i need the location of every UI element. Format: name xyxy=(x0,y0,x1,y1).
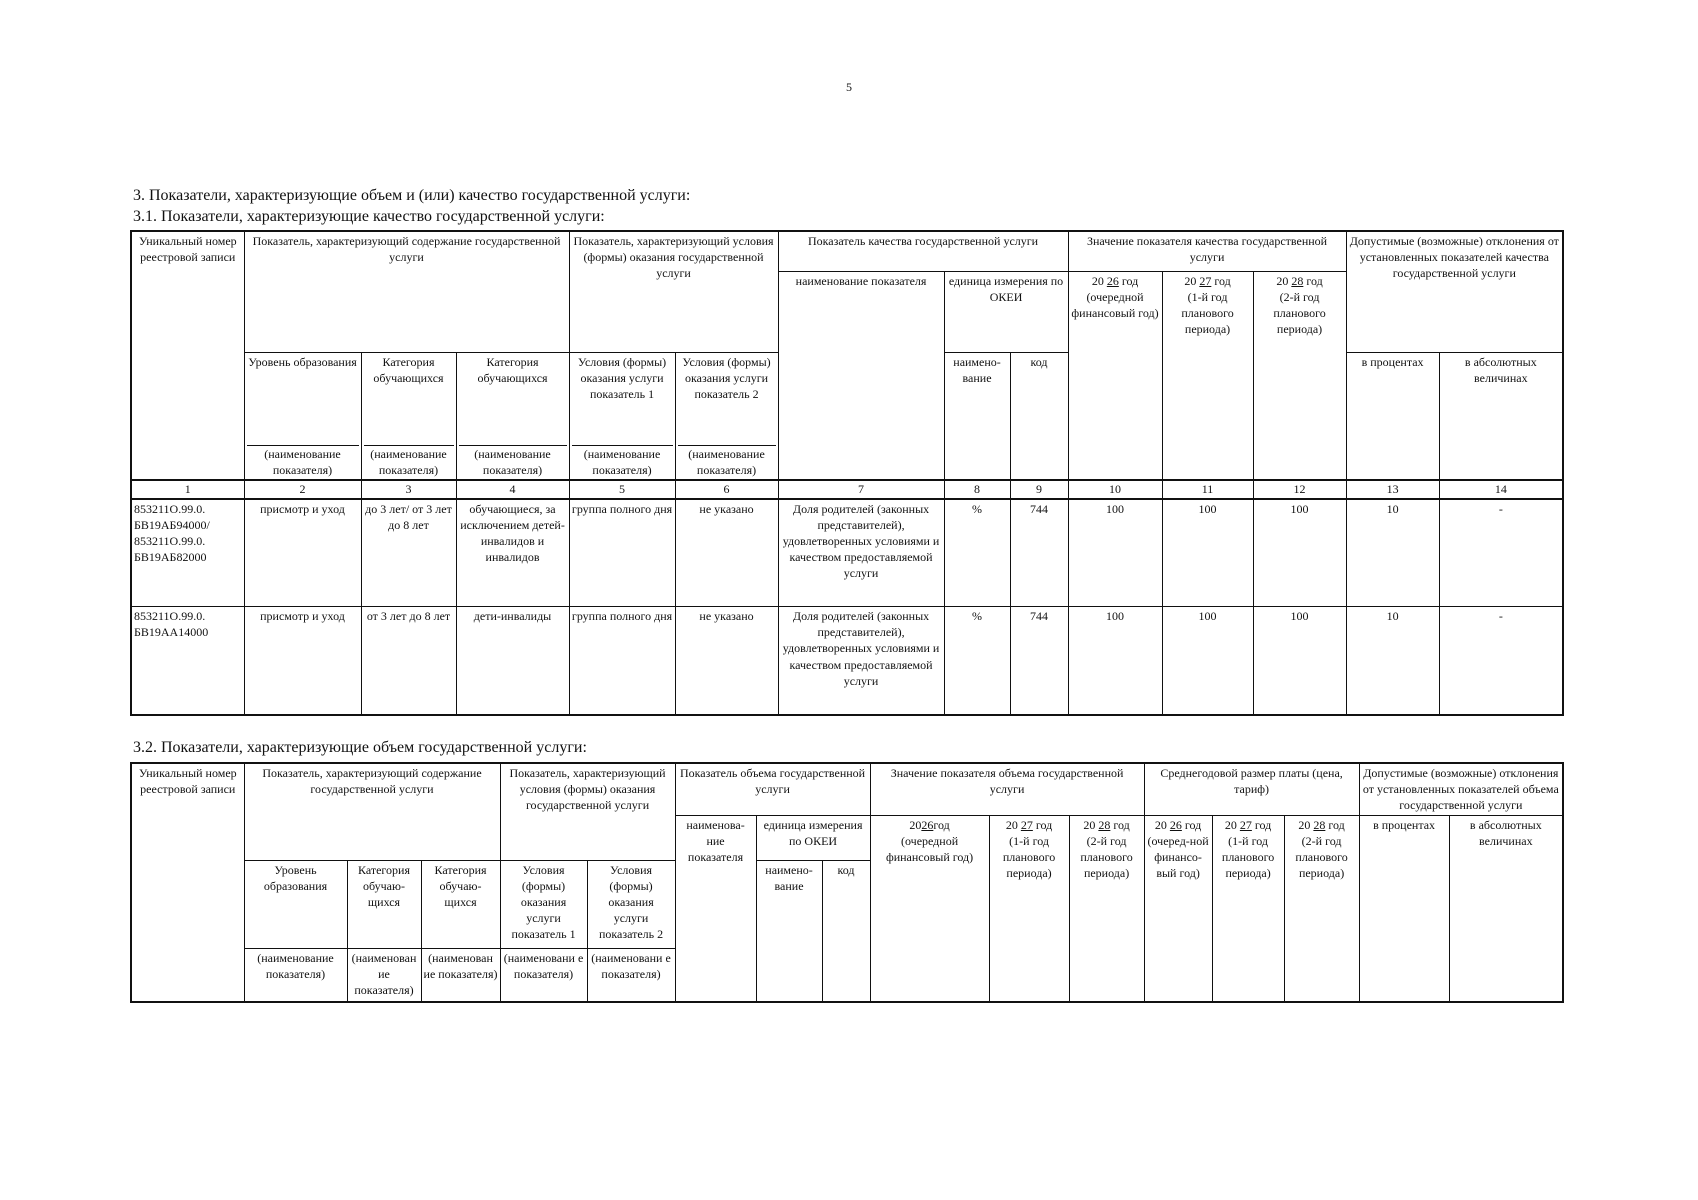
page-number: 5 xyxy=(846,80,852,94)
header-value-2026 xyxy=(870,815,989,1002)
column-number: 8 xyxy=(944,480,1010,498)
header-value-2028 xyxy=(1069,815,1144,1002)
header-year-2026 xyxy=(1068,271,1162,480)
table-row xyxy=(131,499,1563,607)
indicator-name-label: (наименование показателя) xyxy=(247,445,359,478)
header-level: Уровень образования xyxy=(244,860,347,948)
year-number: 27 xyxy=(1020,817,1033,832)
indicator-name-label: (наименование показателя) xyxy=(459,445,567,478)
year-description: (1-й год планового периода) xyxy=(1002,833,1056,881)
year-prefix: 20 xyxy=(1083,817,1096,832)
header-unique-number: Уникальный номер реестровой записи xyxy=(131,231,244,480)
year-number: 28 xyxy=(1291,273,1304,288)
header-unit-code: код xyxy=(1010,352,1068,480)
header-deviation: Допустимые (возможные) отклонения от установленных показателей качества государственной услуги xyxy=(1346,231,1563,352)
year-suffix: год xyxy=(1306,273,1323,288)
header-level: Уровень образования xyxy=(244,352,361,444)
column-number: 7 xyxy=(778,480,944,498)
indicator-name-label: (наименовани е показателя) xyxy=(587,948,675,1002)
education-level: присмотр и уход xyxy=(244,607,361,715)
year-suffix: год xyxy=(933,817,950,832)
year-number: 28 xyxy=(1313,817,1326,832)
unit-code: 744 xyxy=(1010,607,1068,715)
header-conditions-indicator: Показатель, характеризующий условия (формы) оказания государственной услуги xyxy=(500,763,675,860)
header-condition-1: Условия (формы) оказания услуги показатель 1 xyxy=(569,352,675,444)
header-fee-2026 xyxy=(1144,815,1212,1002)
year-description: (2-й год планового периода) xyxy=(1273,289,1326,337)
header-conditions-indicator: Показатель, характеризующий условия (формы) оказания государственной услуги xyxy=(569,231,778,352)
header-category-1: Категория обучающихся xyxy=(361,352,456,444)
column-number: 14 xyxy=(1439,480,1563,498)
condition-1: группа полного дня xyxy=(569,607,675,715)
header-year-2027 xyxy=(1162,271,1253,480)
header-content-indicator: Показатель, характеризующий содержание государственной услуги xyxy=(244,763,500,860)
year-number: 26 xyxy=(1169,817,1182,832)
header-volume-indicator: Показатель объема государственной услуги xyxy=(675,763,870,815)
value-2026: 100 xyxy=(1068,607,1162,715)
year-prefix: 20 xyxy=(1276,273,1289,288)
header-unit-name: наимено-вание xyxy=(944,352,1010,480)
year-description: (очередной финансовый год) xyxy=(885,833,974,864)
year-suffix: год xyxy=(1214,273,1231,288)
header-average-fee: Среднегодовой размер платы (цена, тариф) xyxy=(1144,763,1359,815)
unit-code: 744 xyxy=(1010,499,1068,607)
column-number: 10 xyxy=(1068,480,1162,498)
header-category-1: Категория обучаю-щихся xyxy=(347,860,421,948)
deviation-percent: 10 xyxy=(1346,607,1439,715)
header-year-2028 xyxy=(1253,271,1346,480)
header-absolute: в абсолютных величинах xyxy=(1439,352,1563,480)
column-number: 12 xyxy=(1253,480,1346,498)
year-prefix: 20 xyxy=(1005,817,1018,832)
header-unit-code: код xyxy=(822,860,870,1002)
year-prefix: 20 xyxy=(1224,817,1237,832)
indicator-name-label: (наименование показателя) xyxy=(364,445,454,478)
header-indicator-name: наименование показателя xyxy=(778,271,944,480)
year-number: 27 xyxy=(1199,273,1212,288)
column-number: 4 xyxy=(456,480,569,498)
deviation-percent: 10 xyxy=(1346,499,1439,607)
year-prefix: 20 xyxy=(909,817,922,832)
indicator-name-label: (наименование показателя) xyxy=(572,445,673,478)
student-category-2: обучающиеся, за исключением детей-инвалидов и инвалидов xyxy=(456,499,569,607)
year-suffix: год xyxy=(1121,273,1139,288)
indicator-name-label: (наименован ие показателя) xyxy=(421,948,500,1002)
header-category-2: Категория обучающихся xyxy=(456,352,569,444)
deviation-absolute: - xyxy=(1439,499,1563,607)
condition-1: группа полного дня xyxy=(569,499,675,607)
header-condition-2: Условия (формы) оказания услуги показатель 2 xyxy=(675,352,778,444)
header-condition-1: Условия (формы) оказания услуги показатель 1 xyxy=(500,860,587,948)
student-category-1: до 3 лет/ от 3 лет до 8 лет xyxy=(361,499,456,607)
indicator-name-label: (наименование показателя) xyxy=(244,948,347,1002)
year-prefix: 20 xyxy=(1091,273,1104,288)
header-content-indicator: Показатель, характеризующий содержание государственной услуги xyxy=(244,231,569,352)
column-number: 3 xyxy=(361,480,456,498)
header-unit-name: наимено-вание xyxy=(756,860,822,1002)
column-number: 9 xyxy=(1010,480,1068,498)
header-percent: в процентах xyxy=(1346,352,1439,480)
indicator-name-label: (наименование показателя) xyxy=(678,445,776,478)
condition-2: не указано xyxy=(675,607,778,715)
header-fee-2027 xyxy=(1212,815,1284,1002)
section-3-1-title: 3.1. Показатели, характеризующие качество государственной услуги: xyxy=(133,208,605,225)
registry-code: 853211О.99.0. БВ19АА14000 xyxy=(131,607,244,715)
column-number: 5 xyxy=(569,480,675,498)
year-prefix: 20 xyxy=(1154,817,1167,832)
header-deviation: Допустимые (возможные) отклонения от установленных показателей объема государственной услуги xyxy=(1359,763,1563,815)
year-suffix: год xyxy=(1113,817,1130,832)
column-number: 6 xyxy=(675,480,778,498)
indicator-name-label: (наименовани е показателя) xyxy=(500,948,587,1002)
registry-code: 853211О.99.0. БВ19АБ94000/ 853211О.99.0. БВ19АБ82000 xyxy=(131,499,244,607)
year-suffix: год xyxy=(1035,817,1053,832)
year-number: 26 xyxy=(1106,273,1119,288)
student-category-1: от 3 лет до 8 лет xyxy=(361,607,456,715)
header-quality-value: Значение показателя качества государственной услуги xyxy=(1068,231,1346,271)
year-suffix: год xyxy=(1328,817,1345,832)
indicator-name-label: (наименован ие показателя) xyxy=(347,948,421,1002)
column-number: 11 xyxy=(1162,480,1253,498)
column-number: 1 xyxy=(131,480,244,498)
header-value-2027 xyxy=(989,815,1069,1002)
year-description: (1-й год планового периода) xyxy=(1181,289,1234,337)
header-unit-okei: единица измерения по ОКЕИ xyxy=(756,815,870,860)
year-number: 27 xyxy=(1239,817,1252,832)
unit-name: % xyxy=(944,607,1010,715)
header-volume-value: Значение показателя объема государственной услуги xyxy=(870,763,1144,815)
condition-2: не указано xyxy=(675,499,778,607)
table-row xyxy=(131,607,1563,715)
indicator-name: Доля родителей (законных представителей), удовлетворенных условиями и качеством предоставляемой услуги xyxy=(778,607,944,715)
year-number: 28 xyxy=(1098,817,1111,832)
year-suffix: год xyxy=(1184,817,1202,832)
header-unique-number: Уникальный номер реестровой записи xyxy=(131,763,244,1002)
value-2027: 100 xyxy=(1162,607,1253,715)
value-2028: 100 xyxy=(1253,607,1346,715)
header-indicator-name: наименова-ние показателя xyxy=(675,815,756,1002)
year-description: (1-й год планового периода) xyxy=(1221,833,1275,881)
header-unit-okei: единица измерения по ОКЕИ xyxy=(944,271,1068,352)
year-prefix: 20 xyxy=(1298,817,1311,832)
year-suffix: год xyxy=(1254,817,1272,832)
year-description: (2-й год планового периода) xyxy=(1295,833,1348,881)
year-description: (очеред-ной финансо-вый год) xyxy=(1147,833,1209,881)
header-absolute: в абсолютных величинах xyxy=(1449,815,1563,1002)
section-3-2-title: 3.2. Показатели, характеризующие объем государственной услуги: xyxy=(133,739,587,756)
header-condition-2: Условия (формы) оказания услуги показатель 2 xyxy=(587,860,675,948)
header-category-2: Категория обучаю-щихся xyxy=(421,860,500,948)
value-2026: 100 xyxy=(1068,499,1162,607)
year-prefix: 20 xyxy=(1184,273,1197,288)
quality-indicators-table xyxy=(130,230,1564,716)
deviation-absolute: - xyxy=(1439,607,1563,715)
header-quality-indicator: Показатель качества государственной услуги xyxy=(778,231,1068,271)
column-number: 2 xyxy=(244,480,361,498)
section-3-title: 3. Показатели, характеризующие объем и (или) качество государственной услуги: xyxy=(133,187,691,204)
volume-indicators-table xyxy=(130,762,1564,1003)
header-fee-2028 xyxy=(1284,815,1359,1002)
year-description: (2-й год планового периода) xyxy=(1080,833,1133,881)
value-2027: 100 xyxy=(1162,499,1253,607)
year-description: (очередной финансовый год) xyxy=(1071,289,1159,320)
year-number: 26 xyxy=(921,817,934,832)
header-percent: в процентах xyxy=(1359,815,1449,1002)
education-level: присмотр и уход xyxy=(244,499,361,607)
student-category-2: дети-инвалиды xyxy=(456,607,569,715)
unit-name: % xyxy=(944,499,1010,607)
indicator-name: Доля родителей (законных представителей), удовлетворенных условиями и качеством предоставляемой услуги xyxy=(778,499,944,607)
column-number: 13 xyxy=(1346,480,1439,498)
value-2028: 100 xyxy=(1253,499,1346,607)
